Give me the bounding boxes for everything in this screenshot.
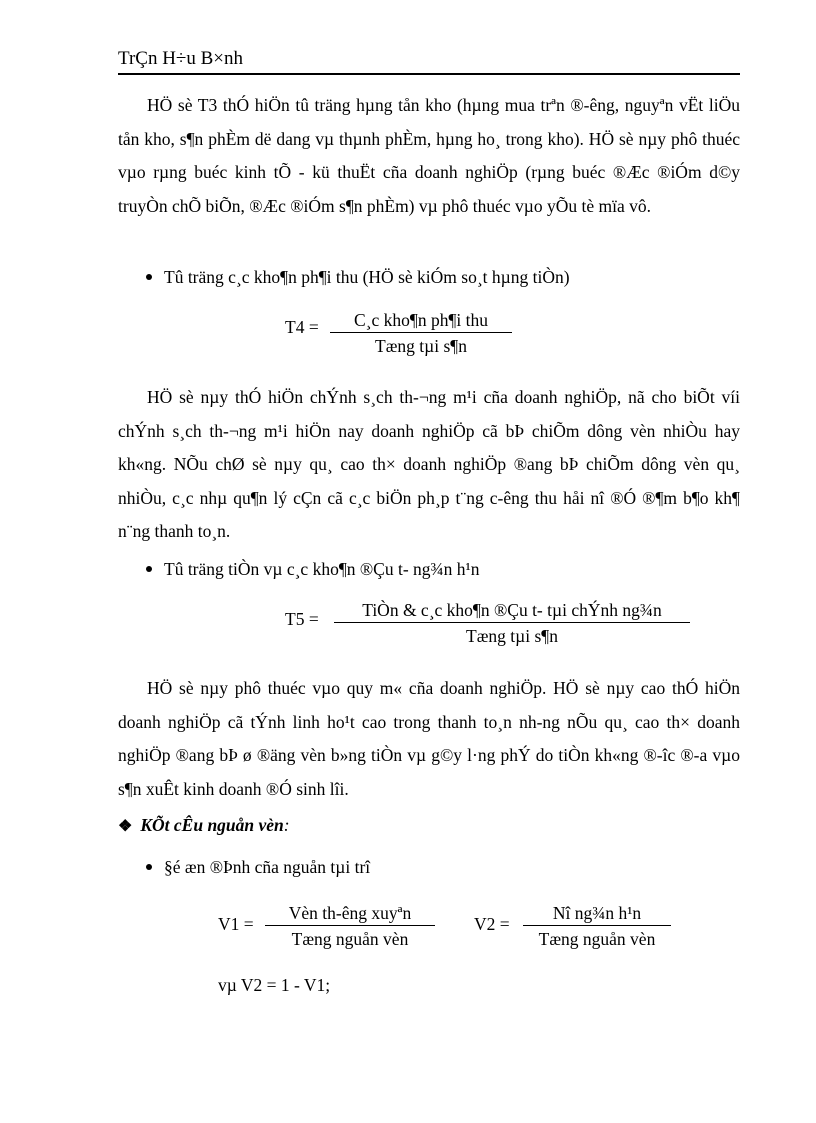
bullet-cash (146, 557, 480, 581)
bullet-stability (146, 855, 370, 879)
page-header (118, 48, 740, 75)
section-heading (118, 813, 290, 839)
formula-v2-denominator: Tæng nguån vèn (538, 929, 656, 949)
formula-v2-numerator: Nî ng¾n h¹n (552, 903, 642, 923)
bullet-dot-icon (146, 864, 152, 870)
bullet-dot-icon (146, 274, 152, 280)
formula-v2-fraction (523, 903, 671, 950)
paragraph-t4: HÖ sè nµy thÓ hiÖn chÝnh s¸ch th-¬ng m¹i cña doanh nghiÖp, nã cho biÕt víi chÝnh s¸ch th-¬ng m¹i hiÖn nay doanh nghiÖp cã bÞ chiÕm dông vèn nhiÒu hay kh«ng. NÕu chØ sè nµy qu¸ cao th× doanh nghiÖp ®ang bÞ chiÕm dông vèn qu¸ nhiÒu, c¸c nhµ qu¶n lý cÇn cã c¸c biÖn ph¸p t¨ng c-êng thu håi nî ®Ó ®¶m b¶o kh¶ n¨ng thanh to¸n. (118, 387, 740, 541)
formula-v1-label: V1 = (218, 914, 254, 934)
formula-t5-label: T5 = (285, 609, 319, 629)
fraction-bar (523, 925, 671, 926)
section-title: KÕt cÊu nguån vèn (140, 815, 284, 835)
formula-t4-numerator: C¸c kho¶n ph¶i thu (354, 310, 488, 330)
formula-v1-fraction (265, 903, 435, 950)
fraction-bar (334, 622, 690, 623)
fraction-bar (330, 332, 512, 333)
formula-t5-denominator: Tæng tµi s¶n (466, 626, 558, 646)
formula-v1-numerator: Vèn th-êng xuyªn (288, 903, 412, 923)
bullet-stability-text: §é æn ®Þnh cña nguån tµi trî (164, 857, 371, 877)
paragraph-t3: HÖ sè T3 thÓ hiÖn tû träng hµng tån kho (hµng mua trªn ®-êng, nguyªn vËt liÖu tån kho, s¶n phÈm dë dang vµ thµnh phÈm, hµng ho¸ trong kho). HÖ sè nµy phô thuéc vµo rµng buéc kinh tÕ - kü thuËt cña doanh nghiÖp (rµng buéc ®Æc ®iÓm d©y truyÒn chÕ biÕn, ®Æc ®iÓm s¶n phÈm) vµ phô thuéc vµo yÕu tè mïa vô. (118, 95, 740, 216)
formula-t5-numerator: TiÒn & c¸c kho¶n ®Çu t- tµi chÝnh ng¾n (362, 600, 662, 620)
diamond-bullet-icon: ❖ (118, 818, 133, 835)
paragraph-t5: HÖ sè nµy phô thuéc vµo quy m« cña doanh nghiÖp. HÖ sè nµy cao thÓ hiÖn doanh nghiÖp cã tÝnh linh ho¹t cao trong thanh to¸n nh-ng nÕu qu¸ cao th× doanh nghiÖp ®ang bÞ ø ®äng vèn b»ng tiÒn vµ g©y l·ng phÝ do tiÒn kh«ng ®-îc ®-a vµo s¶n xuÊt kinh doanh ®Ó sinh lîi. (118, 678, 740, 799)
bullet-cash-text: Tû träng tiÒn vµ c¸c kho¶n ®Çu t- ng¾n h¹n (164, 559, 480, 579)
formula-t4-fraction (330, 310, 512, 357)
formula-v2-label: V2 = (474, 914, 510, 934)
formula-t4-label: T4 = (285, 317, 319, 337)
header-title: TrÇn H÷u B×nh (118, 48, 243, 69)
fraction-bar (265, 925, 435, 926)
bullet-dot-icon (146, 566, 152, 572)
v-relation-line: vµ V2 = 1 - V1; (218, 975, 331, 995)
formula-t5-fraction (334, 600, 690, 647)
section-colon: : (283, 815, 290, 835)
formula-t4-denominator: Tæng tµi s¶n (375, 336, 467, 356)
bullet-receivables (146, 265, 570, 289)
formula-v1-denominator: Tæng nguån vèn (291, 929, 409, 949)
bullet-receivables-text: Tû träng c¸c kho¶n ph¶i thu (HÖ sè kiÓm so¸t hµng tiÒn) (164, 267, 570, 287)
